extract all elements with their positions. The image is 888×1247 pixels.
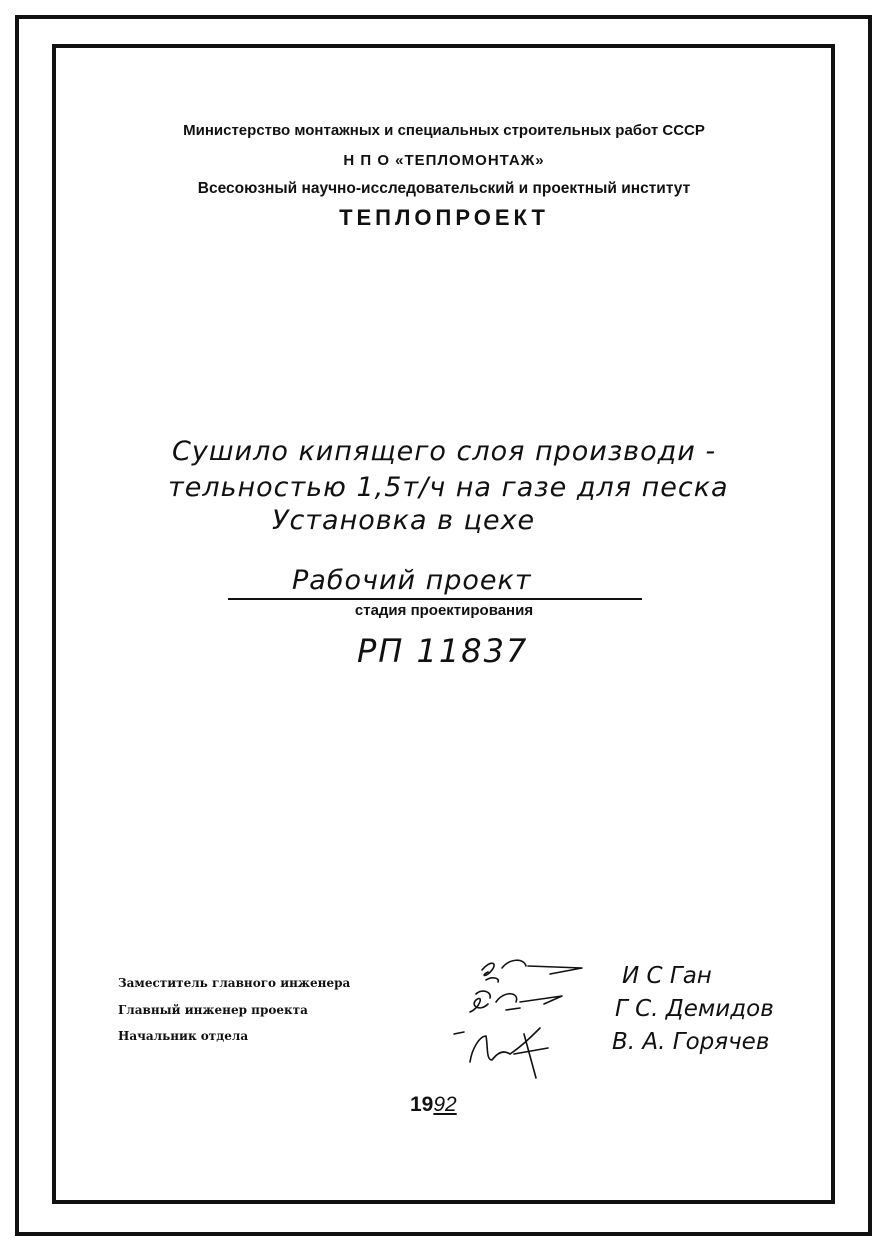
signature-2 bbox=[470, 991, 562, 1012]
signatory-name-1: И С Ган bbox=[622, 963, 712, 989]
title-line-3: Установка в цехе bbox=[272, 505, 536, 536]
title-line-2: тельностью 1,5т/ч на газе для песка bbox=[168, 472, 729, 503]
signatory-name-3: В. А. Горячев bbox=[612, 1029, 770, 1055]
ministry-line: Министерство монтажных и специальных строительных работ СССР bbox=[183, 122, 705, 139]
stage-caption: стадия проектирования bbox=[354, 602, 534, 619]
institute-name: ТЕПЛОПРОЕКТ bbox=[339, 205, 549, 230]
role-department-head: Начальник отдела bbox=[118, 1029, 249, 1043]
stage-value: Рабочий проект bbox=[292, 565, 532, 596]
npo-line: Н П О «ТЕПЛОМОНТАЖ» bbox=[343, 152, 545, 169]
year-suffix: 92 bbox=[433, 1093, 457, 1116]
year-prefix: 19 bbox=[410, 1093, 434, 1116]
institute-line: Всесоюзный научно-исследовательский и проектный институт bbox=[197, 180, 691, 197]
signatures-scrawl bbox=[440, 950, 600, 1090]
year bbox=[410, 1093, 457, 1117]
title-line-1: Сушило кипящего слоя производи - bbox=[172, 436, 717, 467]
signature-3 bbox=[454, 1028, 548, 1078]
stage-underline bbox=[228, 598, 642, 600]
signatory-name-2: Г С. Демидов bbox=[615, 996, 774, 1022]
role-deputy-chief-engineer: Заместитель главного инженера bbox=[118, 976, 351, 990]
project-code: РП 11837 bbox=[357, 632, 529, 670]
role-chief-project-engineer: Главный инженер проекта bbox=[118, 1003, 308, 1017]
signature-1 bbox=[482, 960, 582, 982]
